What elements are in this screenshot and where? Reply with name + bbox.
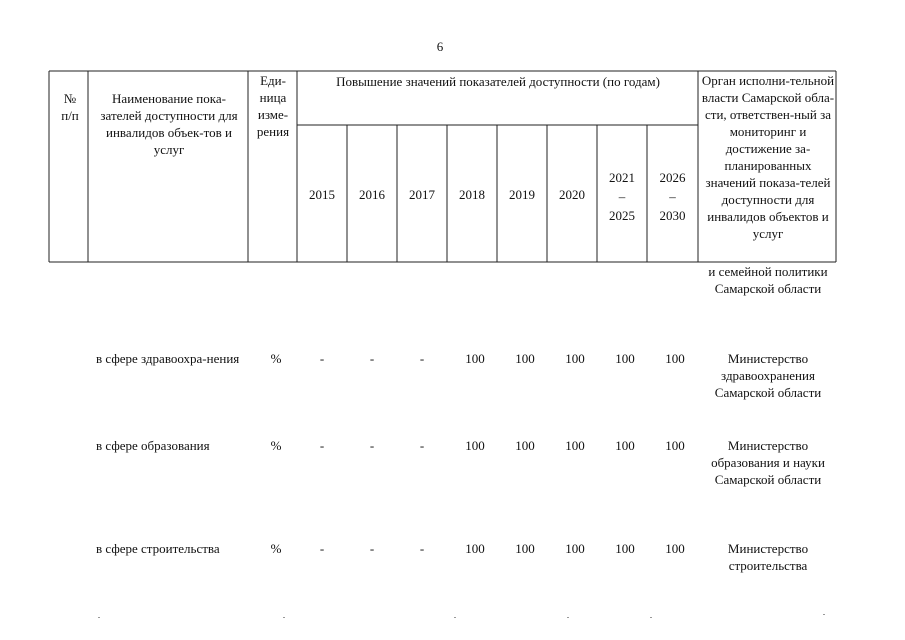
range1-end: 2025	[609, 208, 635, 223]
row-1-org: Министерство здравоохранения Самарской области	[714, 351, 822, 400]
row-1-val-2018: 100	[465, 351, 485, 366]
row-3-val-2015: -	[319, 541, 325, 556]
year-2018: 2018	[459, 187, 485, 202]
row-1-val-2026-2030: 100	[665, 351, 685, 366]
row-2-unit: %	[270, 438, 282, 453]
row-2-label: в сфере образования	[96, 438, 210, 453]
row-2-val-2026-2030: 100	[665, 438, 685, 453]
range2-end: 2030	[659, 208, 686, 223]
range2-dash: –	[669, 189, 676, 204]
row-3-unit: %	[270, 541, 282, 556]
year-2017: 2017	[409, 187, 435, 202]
row-2-val-2015: -	[319, 438, 325, 453]
header-increase-title: Повышение значений показателей доступности (по годам)	[336, 74, 660, 89]
year-2016: 2016	[359, 187, 385, 202]
year-range-2026-2030	[647, 168, 698, 225]
row-3-val-2016: -	[369, 541, 375, 556]
year-2020: 2020	[559, 187, 585, 202]
row-1-val-2015: -	[319, 351, 325, 366]
row-3-org: Министерство строительства	[727, 541, 809, 573]
row-1-val-2017: -	[419, 351, 425, 366]
header-org: Орган исполни-тельной власти Самарской обла-сти, ответствен-ный за мониторинг и достижение за-планированных значений показа-телей доступности для инвалидов объектов и услуг	[701, 73, 835, 241]
row-1-val-2019: 100	[515, 351, 535, 366]
row-3-label: в сфере строительства	[96, 541, 220, 556]
row-1-label: в сфере здравоохра-нения	[96, 351, 240, 366]
header-num: № п/п	[61, 91, 79, 123]
header-name: Наименование пока-зателей доступности для инвалидов объек-тов и услуг	[100, 91, 238, 157]
row-2-val-2019: 100	[515, 438, 535, 453]
row-3-val-2021-2025: 100	[615, 541, 635, 556]
year-2019: 2019	[509, 187, 535, 202]
row-3-val-2019: 100	[515, 541, 535, 556]
row-2-val-2017: -	[419, 438, 425, 453]
row-1-val-2016: -	[369, 351, 375, 366]
row-3-val-2018: 100	[465, 541, 485, 556]
range1-dash: –	[618, 189, 626, 204]
row-2-org: Министерство образования и науки Самарской области	[711, 438, 825, 487]
row-1-val-2020: 100	[565, 351, 585, 366]
row-3-val-2017: -	[419, 541, 425, 556]
page-number: 6	[436, 39, 444, 54]
row-3-val-2026-2030: 100	[665, 541, 685, 556]
row-2-val-2016: -	[369, 438, 375, 453]
continuation-org: и семейной политики Самарской области	[708, 264, 828, 296]
row-2-val-2021-2025: 100	[615, 438, 635, 453]
range1-start: 2021	[609, 170, 635, 185]
year-range-2021-2025	[597, 168, 647, 225]
row-1-val-2021-2025: 100	[615, 351, 635, 366]
year-2015: 2015	[309, 187, 335, 202]
row-2-val-2020: 100	[565, 438, 585, 453]
header-unit: Еди-ница изме-рения	[256, 73, 290, 139]
range2-start: 2026	[659, 170, 686, 185]
row-2-val-2018: 100	[465, 438, 485, 453]
row-1-unit: %	[270, 351, 282, 366]
row-3-val-2020: 100	[565, 541, 585, 556]
